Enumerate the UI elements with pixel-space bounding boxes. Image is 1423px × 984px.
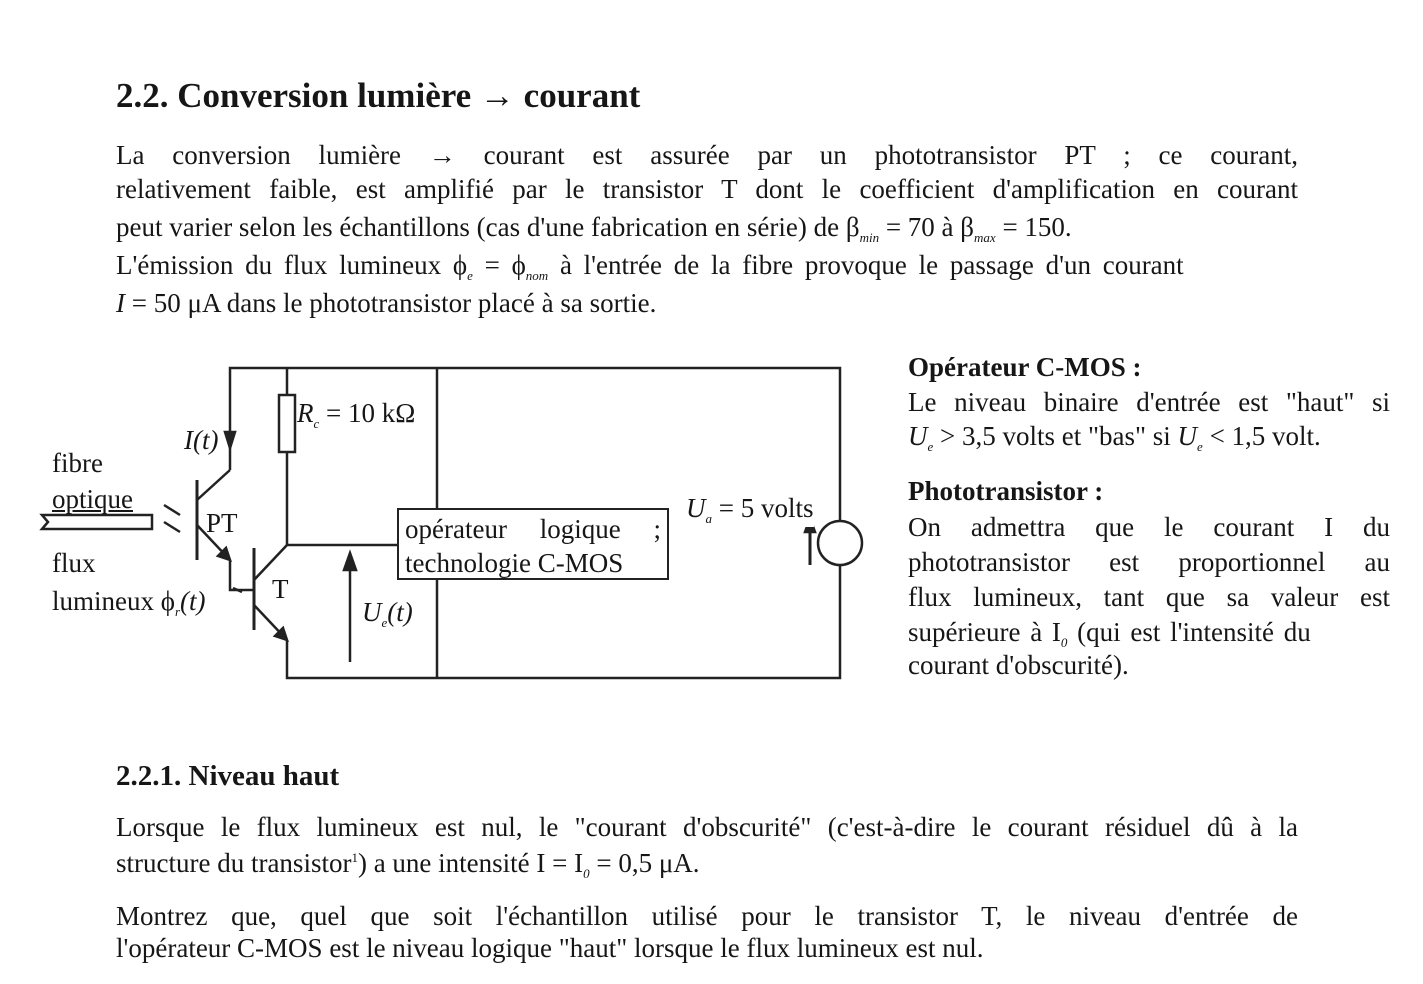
label-ue [362, 597, 413, 631]
text: = 10 kΩ [319, 398, 416, 428]
intro-line-2: relativement faible, est amplifié par le transistor T dont le coefficient d'amplification en courant [116, 174, 1298, 204]
cmos-operator-box [397, 508, 669, 580]
pt-line-3: flux lumineux, tant que sa valeur est [908, 582, 1390, 612]
p2-line-2 [116, 848, 700, 882]
sub: max [974, 230, 996, 245]
optical-fiber [42, 515, 152, 529]
text: peut varier selon les échantillons (cas d'une fabrication en série) de β [116, 212, 860, 242]
cmos-line-1: Le niveau binaire d'entrée est "haut" si [908, 387, 1390, 417]
pt-line-2: phototransistor est proportionnel au [908, 547, 1390, 577]
text: I [184, 425, 193, 455]
text: = 5 volts [712, 493, 814, 523]
p3-line-2: l'opérateur C-MOS est le niveau logique "haut" lorsque le flux lumineux est nul. [116, 933, 984, 963]
sub: 0 [583, 866, 590, 881]
light-ray [164, 522, 180, 532]
label-flux: flux [52, 548, 96, 578]
label-pt: PT [206, 508, 238, 538]
p2-line-1: Lorsque le flux lumineux est nul, le "courant d'obscurité" (c'est-à-dire le courant résiduel dû à la [116, 812, 1298, 842]
p3-line-1: Montrez que, quel que soit l'échantillon utilisé pour le transistor T, le niveau d'entrée de [116, 901, 1298, 931]
text: (t) [387, 597, 413, 627]
voltage-source [818, 521, 862, 565]
label-ua [686, 493, 814, 527]
sub: e [467, 268, 473, 283]
text: L'émission du flux lumineux ϕ [116, 250, 468, 280]
text: ) a une intensité I = I [357, 848, 584, 878]
text: I [116, 288, 125, 318]
pt-collector [197, 470, 230, 500]
text: (qui est l'intensité du [1067, 617, 1311, 647]
label-current [184, 425, 218, 456]
text: (t) [193, 425, 219, 455]
label-lumineux [52, 586, 206, 620]
box-line-2: technologie C-MOS [405, 548, 624, 578]
label-t: T [272, 574, 289, 604]
wire [230, 560, 254, 590]
sub: r [174, 604, 181, 619]
text: = 50 μA dans le phototransistor placé à sa sortie. [125, 288, 657, 318]
footnote-ref: 1 [351, 850, 358, 865]
current-arrow [225, 432, 235, 448]
sub: e [927, 439, 934, 454]
text: lumineux ϕ [52, 586, 175, 616]
subsection-title: 2.2.1. Niveau haut [116, 760, 340, 792]
label-fibre: fibre [52, 448, 103, 478]
sub: min [859, 230, 880, 245]
text: (t) [180, 586, 206, 616]
text: = 70 à β [879, 212, 975, 242]
sub: e [1197, 439, 1203, 454]
resistor-rc [279, 395, 295, 452]
text: U [686, 493, 706, 523]
cmos-line-2 [908, 421, 1321, 455]
label-optique: optique [52, 484, 133, 514]
box-line-1: opérateur logique ; [405, 514, 661, 544]
text: structure du transistor [116, 848, 352, 878]
sub: nom [525, 268, 549, 283]
pt-title: Phototransistor : [908, 476, 1104, 506]
text: à l'entrée de la fibre provoque le passage d'un courant [548, 250, 1184, 280]
sub: a [705, 511, 712, 526]
sub: c [313, 416, 320, 431]
text: = 150. [995, 212, 1072, 242]
cmos-title: Opérateur C-MOS : [908, 352, 1142, 382]
text: U [362, 597, 382, 627]
text: > 3,5 volts et "bas" si [933, 421, 1178, 451]
text: = ϕ [472, 250, 526, 280]
arrowhead [344, 553, 356, 570]
light-ray [164, 505, 180, 515]
text: supérieure à I [908, 617, 1061, 647]
label-rc [297, 398, 415, 432]
section-title: 2.2. Conversion lumière → courant [116, 76, 641, 115]
text: R [297, 398, 314, 428]
text: U [908, 421, 928, 451]
text: U [1177, 421, 1198, 451]
text: = 0,5 μA. [589, 848, 700, 878]
text: < 1,5 volt. [1202, 421, 1321, 451]
pt-line-5: courant d'obscurité). [908, 650, 1129, 680]
sub: 0 [1060, 635, 1068, 650]
intro-line-1: La conversion lumière → courant est assurée par un phototransistor PT ; ce courant, [116, 140, 1298, 170]
sub: e [381, 615, 388, 630]
pt-line-1: On admettra que le courant I du [908, 512, 1390, 542]
